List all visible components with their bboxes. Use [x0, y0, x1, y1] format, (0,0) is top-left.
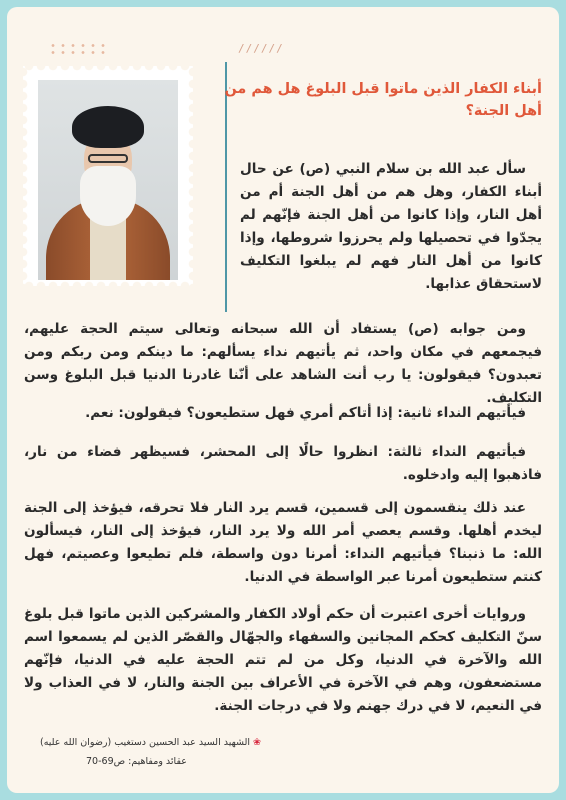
paragraph-2: ومن جوابه (ص) يستفاد أن الله سبحانه وتعالى سيتم الحجة عليهم، فيجمعهم في مكان واحد، ثم يأتيهم نداء يسألهم: ما دينكم ومن ربكم ومن تعبدون؟ فيقولون: يا رب أنت الشاهد على أنّنا غادرنا الدنيا قبل البلوغ وسن التكليف. — [24, 321, 542, 406]
author-name: الشهيد السيد عبد الحسين دستغيب (رضوان الله عليه) — [40, 737, 250, 748]
paragraph-1: سأل عبد الله بن سلام النبي (ص) عن حال أبناء الكفار، وهل هم من أهل الجنة أم من أهل النار، وإذا كانوا من أهل الجنة فإنّهم لم يجدّوا في تحصيلها ولم يحرزوا شروطها، وإذا كانوا من أهل النار فهم لم يبلغوا التكليف لاستحقاق عذابها. — [240, 161, 542, 292]
portrait-beard — [80, 166, 136, 226]
author-credit — [40, 737, 261, 748]
source-reference: عقائد ومفاهيم: ص69-70 — [86, 756, 187, 767]
paragraph-3: فيأتيهم النداء ثانية: إذا أتاكم أمري فهل ستطيعون؟ فيقولون: نعم. — [85, 405, 526, 421]
portrait-turban — [72, 106, 144, 148]
paragraph-4: فيأتيهم النداء ثالثة: انظروا حالًا إلى المحشر، فسيظهر فضاء من نار، فاذهبوا إليه وادخلوه. — [24, 444, 542, 483]
portrait-photo — [38, 80, 178, 280]
paragraph-6: وروايات أخرى اعتبرت أن حكم أولاد الكفار والمشركين الذين ماتوا قبل بلوغ سنّ التكليف كحكم المجانين والسفهاء والجهّال والقصّر الذين لم يسمعوا اسم الله والآخرة في الدنيا، وكل من لم تتم الحجة عليه في الدنيا، فإنّهم مستضعفون، وهم في الآخرة في الأعراف بين الجنة والنار، لا في العذاب ولا في النعيم، لا في درك جهنم ولا في درجات الجنة. — [24, 606, 542, 714]
article-title: أبناء الكفار الذين ماتوا قبل البلوغ هل هم من أهل الجنة؟ — [224, 81, 542, 119]
rose-icon: ❀ — [253, 737, 261, 748]
dot-pattern-decoration — [48, 42, 110, 56]
slash-decoration: ////// — [238, 42, 284, 55]
paragraph-5: عند ذلك ينقسمون إلى قسمين، قسم يرد النار فلا تحرقه، فيؤخذ إلى الجنة ليخدم أهلها. وقسم يعصي أمر الله ولا يرد النار، فيؤخذ إلى النار، فيسألون الله: ما ذنبنا؟ فيأتيهم النداء: أمرنا دون واسطة، فلم تطيعوا وعصيتم، فهل كنتم ستطيعون أمرنا عبر الواسطة في الدنيا. — [24, 500, 542, 585]
portrait-glasses — [88, 154, 128, 163]
